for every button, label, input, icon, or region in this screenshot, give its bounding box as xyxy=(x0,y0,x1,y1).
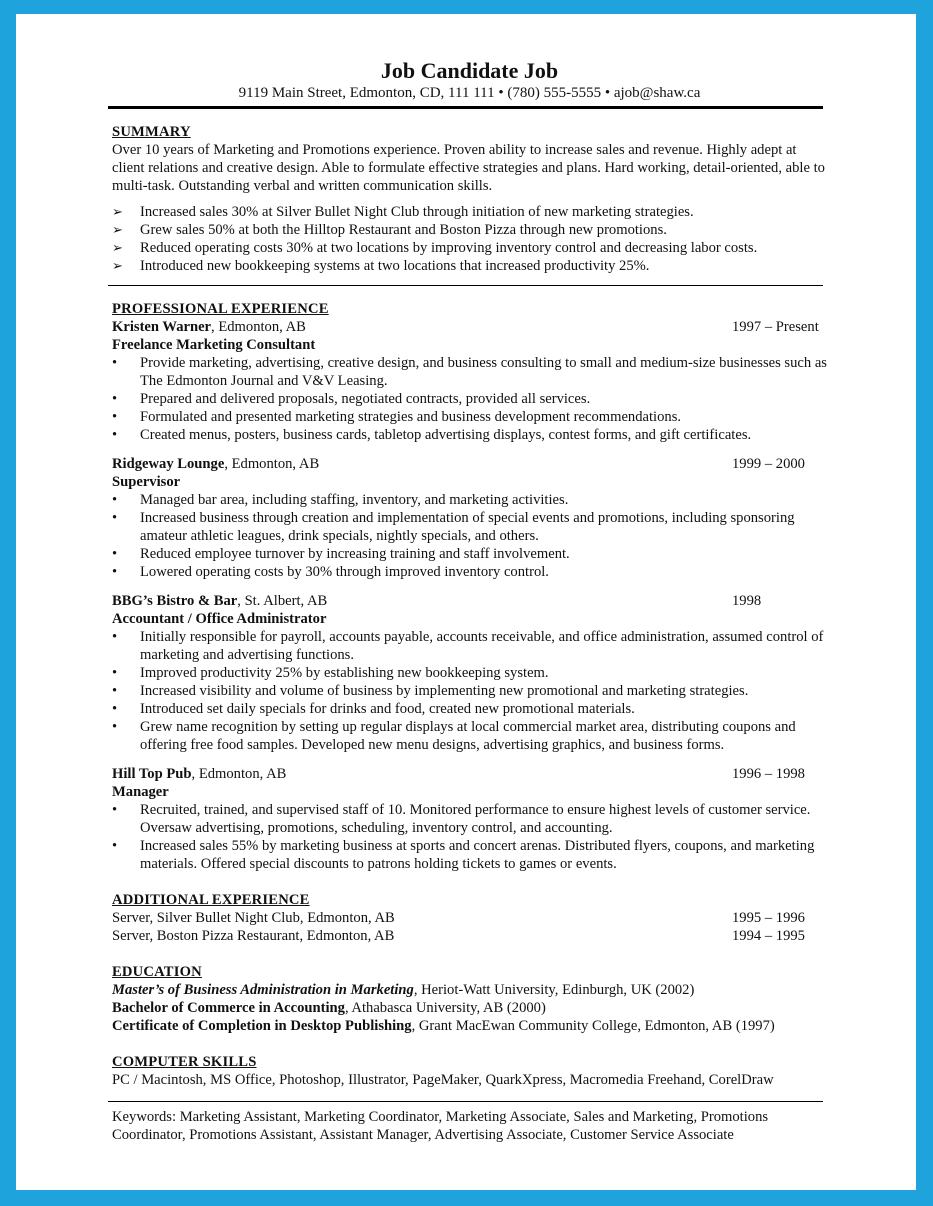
employer: BBG’s Bistro & Bar xyxy=(112,593,238,609)
job-bullets xyxy=(112,491,827,581)
arrow-icon: ➢ xyxy=(112,258,123,273)
arrow-icon: ➢ xyxy=(112,222,123,237)
summary-rule xyxy=(108,285,823,286)
additional-item: Server, Silver Bullet Night Club, Edmonton, AB 1995 – 1996 xyxy=(112,910,805,926)
additional-title: ADDITIONAL EXPERIENCE xyxy=(112,892,310,908)
summary-text: Over 10 years of Marketing and Promotions experience. Proven ability to increase sales and revenue. Highly adept at client relations and creative design. Able to formulate effective strategies and plans. Hard working, detail-oriented, able to multi-task. Outstanding verbal and written communication skills. xyxy=(112,142,825,194)
job-entry xyxy=(112,765,827,873)
skills-text: PC / Macintosh, MS Office, Photoshop, Illustrator, PageMaker, QuarkXpress, Macromedia Freehand, CorelDraw xyxy=(112,1072,774,1088)
summary-bullets xyxy=(112,203,827,275)
list-item: • Recruited, trained, and supervised staff of 10. Monitored performance to ensure highest levels of customer service. Oversaw advertising, promotions, scheduling, inventory control, and accounting. xyxy=(112,802,811,836)
experience-title: PROFESSIONAL EXPERIENCE xyxy=(112,301,329,317)
bullet-icon: • xyxy=(112,427,118,443)
job-header xyxy=(112,318,827,336)
list-item: • Improved productivity 25% by establishing new bookkeeping system. xyxy=(112,665,549,681)
additional-section xyxy=(112,891,827,945)
list-item: ➢ Increased sales 30% at Silver Bullet Night Club through initiation of new marketing strategies. xyxy=(112,204,694,220)
resume-page xyxy=(16,14,916,1190)
bullet-icon: • xyxy=(112,629,118,645)
job-entry xyxy=(112,455,827,581)
bullet-icon: • xyxy=(112,546,118,562)
bullet-icon: • xyxy=(112,683,118,699)
job-location: , St. Albert, AB xyxy=(237,593,328,609)
summary-section xyxy=(112,123,827,275)
bullet-icon: • xyxy=(112,719,118,735)
bullet-icon: • xyxy=(112,391,118,407)
job-header xyxy=(112,765,827,783)
list-item: • Reduced employee turnover by increasing training and staff involvement. xyxy=(112,546,570,562)
job-role: Freelance Marketing Consultant xyxy=(112,337,316,353)
list-item: • Prepared and delivered proposals, negotiated contracts, provided all services. xyxy=(112,391,591,407)
bullet-icon: • xyxy=(112,838,118,854)
education-item: Bachelor of Commerce in Accounting, Athabasca University, AB (2000) xyxy=(112,1000,546,1016)
job-location: , Edmonton, AB xyxy=(224,456,320,472)
job-location: , Edmonton, AB xyxy=(211,319,306,335)
additional-item: Server, Boston Pizza Restaurant, Edmonton, AB 1994 – 1995 xyxy=(112,928,805,944)
list-item: • Increased sales 55% by marketing business at sports and concert arenas. Distributed flyers, coupons, and marketing materials. Offered special discounts to patrons holding tickets to games or events. xyxy=(112,838,815,872)
employer: Ridgeway Lounge xyxy=(112,456,225,472)
list-item: • Increased visibility and volume of business by implementing new promotional and marketing strategies. xyxy=(112,683,749,699)
footer-rule xyxy=(108,1101,823,1102)
job-bullets xyxy=(112,354,827,444)
employer: Kristen Warner xyxy=(112,319,212,335)
list-item: ➢ Grew sales 50% at both the Hilltop Restaurant and Boston Pizza through new promotions. xyxy=(112,222,667,238)
list-item: • Introduced set daily specials for drinks and food, created new promotional materials. xyxy=(112,701,635,717)
job-bullets xyxy=(112,801,827,873)
bullet-icon: • xyxy=(112,802,118,818)
keywords-text: Keywords: Marketing Assistant, Marketing Coordinator, Marketing Associate, Sales and Marketing, Promotions Coordinator, Promotions Assistant, Assistant Manager, Advertising Associate, Customer Service Associate xyxy=(112,1109,769,1143)
job-role: Accountant / Office Administrator xyxy=(112,611,327,627)
education-item: Certificate of Completion in Desktop Publishing, Grant MacEwan Community College, Edmonton, AB (1997) xyxy=(112,1018,775,1034)
bullet-icon: • xyxy=(112,665,118,681)
job-dates: 1997 – Present xyxy=(732,319,819,335)
skills-section xyxy=(112,1053,827,1089)
list-item: • Provide marketing, advertising, creative design, and business consulting to small and medium-size businesses such as The Edmonton Journal and V&V Leasing. xyxy=(112,355,827,389)
job-header xyxy=(112,592,827,610)
bullet-icon: • xyxy=(112,492,118,508)
list-item: • Formulated and presented marketing strategies and business development recommendations. xyxy=(112,409,682,425)
job-dates: 1996 – 1998 xyxy=(732,766,805,782)
job-location: , Edmonton, AB xyxy=(191,766,287,782)
job-bullets xyxy=(112,628,827,754)
list-item: ➢ Reduced operating costs 30% at two locations by improving inventory control and decreasing labor costs. xyxy=(112,240,758,256)
header-rule xyxy=(108,106,823,109)
resume-content xyxy=(112,14,827,1144)
list-item: • Grew name recognition by setting up regular displays at local commercial market area, distributing coupons and offering free food samples. Developed new menu designs, advertising graphics, and business forms. xyxy=(112,719,796,753)
list-item: • Created menus, posters, business cards, tabletop advertising displays, contest forms, and gift certificates. xyxy=(112,427,752,443)
job-role: Supervisor xyxy=(112,474,181,490)
list-item: • Lowered operating costs by 30% through improved inventory control. xyxy=(112,564,549,580)
bullet-icon: • xyxy=(112,355,118,371)
job-role: Manager xyxy=(112,784,169,800)
list-item: • Managed bar area, including staffing, inventory, and marketing activities. xyxy=(112,492,569,508)
education-title: EDUCATION xyxy=(112,964,202,980)
job-dates: 1998 xyxy=(732,593,762,609)
list-item: ➢ Introduced new bookkeeping systems at two locations that increased productivity 25%. xyxy=(112,258,650,274)
arrow-icon: ➢ xyxy=(112,240,123,255)
candidate-name: Job Candidate Job xyxy=(380,58,559,83)
skills-title: COMPUTER SKILLS xyxy=(112,1054,257,1070)
list-item: • Increased business through creation and implementation of special events and promotions, including sponsoring amateur athletic leagues, drink specials, nightly specials, and others. xyxy=(112,510,795,544)
experience-section xyxy=(112,300,827,873)
arrow-icon: ➢ xyxy=(112,204,123,219)
education-section xyxy=(112,963,827,1035)
employer: Hill Top Pub xyxy=(112,766,192,782)
summary-title: SUMMARY xyxy=(112,124,191,140)
education-item: Master’s of Business Administration in Marketing, Heriot-Watt University, Edinburgh, UK (2002) xyxy=(112,982,695,998)
job-dates: 1999 – 2000 xyxy=(732,456,805,472)
bullet-icon: • xyxy=(112,701,118,717)
contact-line: 9119 Main Street, Edmonton, CD, 111 111 • (780) 555-5555 • ajob@shaw.ca xyxy=(238,85,701,101)
bullet-icon: • xyxy=(112,409,118,425)
bullet-icon: • xyxy=(112,564,118,580)
job-entry xyxy=(112,592,827,754)
list-item: • Initially responsible for payroll, accounts payable, accounts receivable, and office administration, assumed control of marketing and advertising functions. xyxy=(112,629,824,663)
job-entry xyxy=(112,318,827,444)
bullet-icon: • xyxy=(112,510,118,526)
job-header xyxy=(112,455,827,473)
